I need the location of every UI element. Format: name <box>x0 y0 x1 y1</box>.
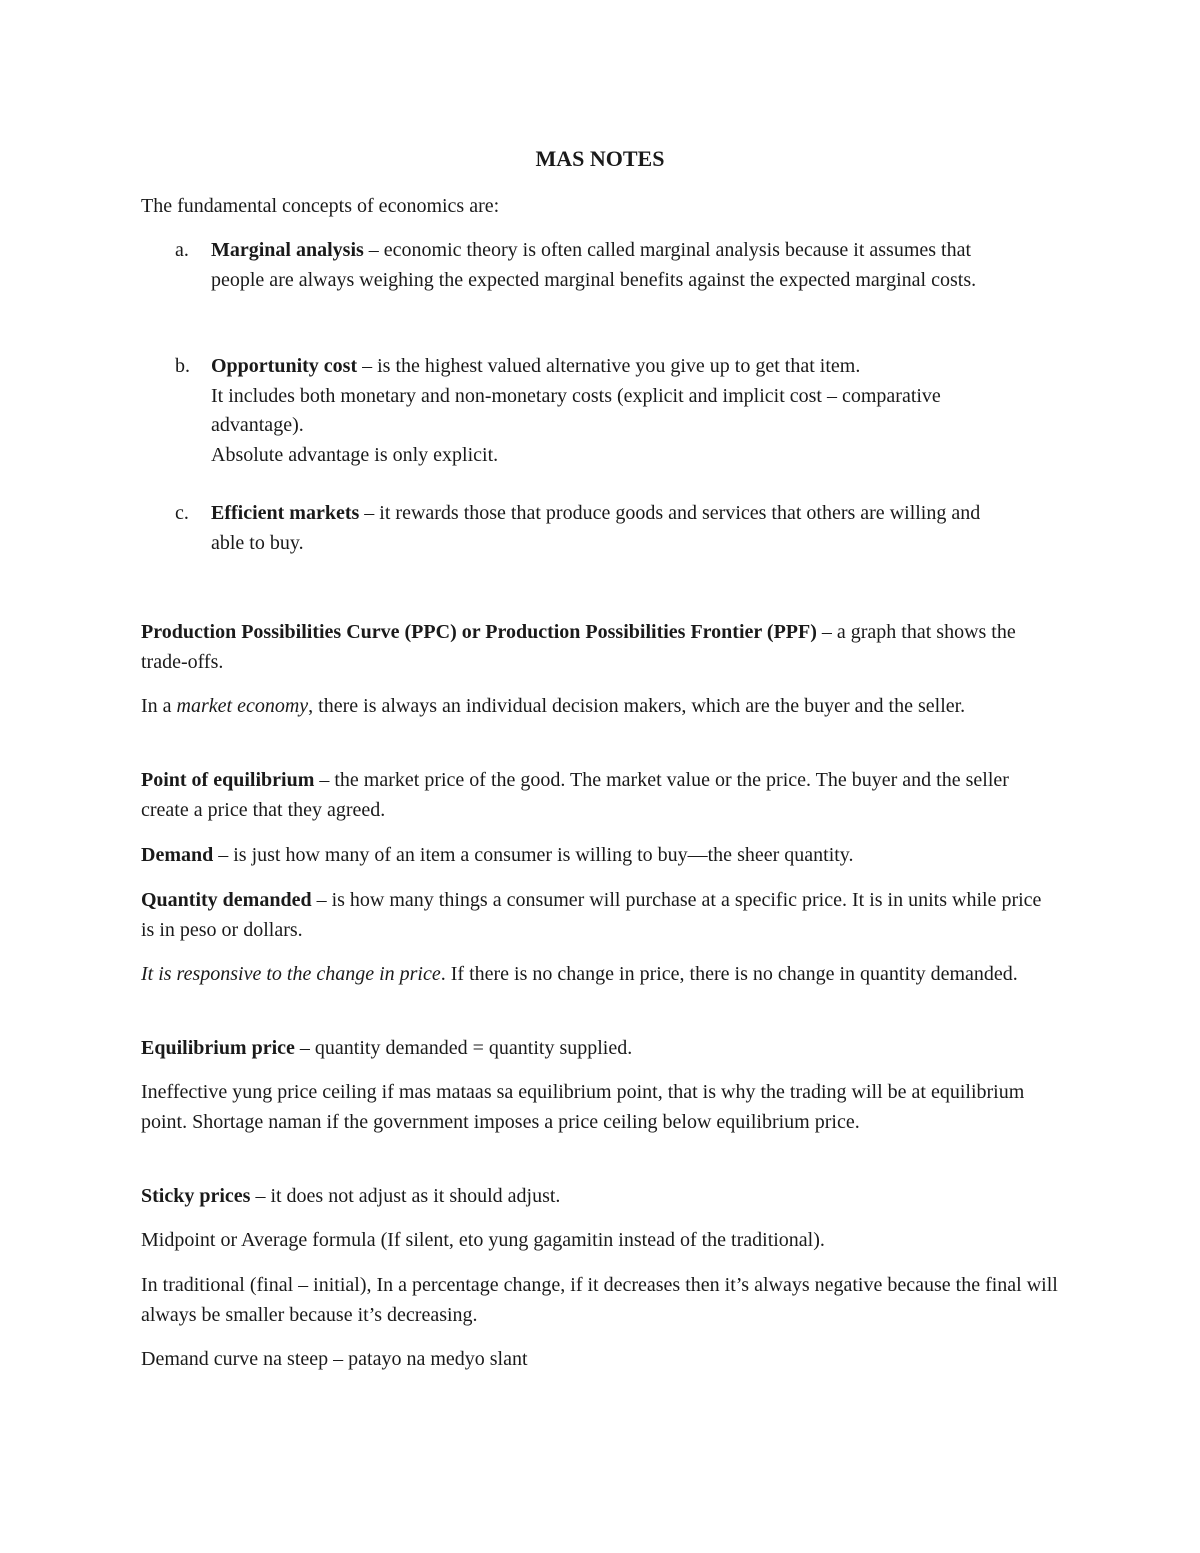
definition-opportunity-cost: – is the highest valued alternative you give up to get that item. <box>357 355 861 377</box>
term-marginal-analysis: Marginal analysis <box>211 239 364 261</box>
document-title: MAS NOTES <box>535 146 665 171</box>
definition-sticky-prices: – it does not adjust as it should adjust. <box>250 1185 561 1207</box>
paragraph-ppc <box>141 618 1059 677</box>
term-opportunity-cost: Opportunity cost <box>211 355 358 377</box>
paragraph-ineffective-price-ceiling: Ineffective yung price ceiling if mas mataas sa equilibrium point, that is why the trading will be at equilibrium point. Shortage naman if the government imposes a price ceiling below equilibrium price. <box>141 1081 1025 1133</box>
paragraph-sticky-prices <box>141 1182 1059 1212</box>
paragraph-equilibrium-price <box>141 1034 1059 1064</box>
list-marker: c. <box>175 502 189 524</box>
term-ppc: Production Possibilities Curve (PPC) or Production Possibilities Frontier (PPF) <box>141 621 817 643</box>
list-item-efficient-markets <box>141 499 1059 558</box>
responsive-italic: It is responsive to the change in price <box>141 963 441 985</box>
paragraph-traditional: In traditional (final – initial), In a percentage change, if it decreases then it’s always negative because the final will always be smaller because it’s decreasing. <box>141 1274 1058 1326</box>
term-sticky-prices: Sticky prices <box>141 1185 251 1207</box>
market-text-post: , there is always an individual decision makers, which are the buyer and the seller. <box>308 695 966 717</box>
market-text-pre: In a <box>141 695 177 717</box>
definition-efficient-markets: – it rewards those that produce goods and services that others are willing and able to buy. <box>211 502 981 554</box>
term-equilibrium-price: Equilibrium price <box>141 1037 295 1059</box>
definition-quantity-demanded: – is how many things a consumer will purchase at a specific price. It is in units while price is in peso or dollars. <box>141 889 1042 941</box>
market-economy-italic: market economy <box>176 695 309 717</box>
definition-demand: – is just how many of an item a consumer is willing to buy—the sheer quantity. <box>213 844 854 866</box>
list-marker: a. <box>175 239 189 261</box>
paragraph-market-economy <box>141 692 1059 722</box>
term-demand: Demand <box>141 844 214 866</box>
list-item-marginal-analysis <box>141 236 1059 295</box>
definition-ppc: – a graph that shows the trade-offs. <box>141 621 1016 673</box>
list-item-opportunity-cost <box>141 352 1059 470</box>
term-efficient-markets: Efficient markets <box>211 502 360 524</box>
paragraph-point-of-equilibrium <box>141 766 1059 825</box>
intro-paragraph: The fundamental concepts of economics are: <box>141 195 500 217</box>
opportunity-cost-line-3: Absolute advantage is only explicit. <box>211 443 499 466</box>
paragraph-demand <box>141 841 1059 871</box>
definition-point-of-equilibrium: – the market price of the good. The market value or the price. The buyer and the seller create a price that they agreed. <box>141 769 1009 821</box>
paragraph-quantity-demanded <box>141 886 1059 945</box>
term-point-of-equilibrium: Point of equilibrium <box>141 769 315 791</box>
term-quantity-demanded: Quantity demanded <box>141 889 312 911</box>
definition-marginal-analysis: – economic theory is often called marginal analysis because it assumes that people are always weighing the expected marginal benefits against the expected marginal costs. <box>211 239 977 291</box>
list-marker: b. <box>175 355 190 377</box>
responsive-text: . If there is no change in price, there is no change in quantity demanded. <box>440 963 1018 985</box>
paragraph-demand-curve: Demand curve na steep – patayo na medyo slant <box>141 1348 528 1370</box>
paragraph-responsive <box>141 960 1059 990</box>
paragraph-midpoint-formula: Midpoint or Average formula (If silent, eto yung gagamitin instead of the traditional). <box>141 1229 825 1251</box>
definition-equilibrium-price: – quantity demanded = quantity supplied. <box>294 1037 633 1059</box>
opportunity-cost-line-2: It includes both monetary and non-monetary costs (explicit and implicit cost – comparative advantage). <box>211 384 941 436</box>
